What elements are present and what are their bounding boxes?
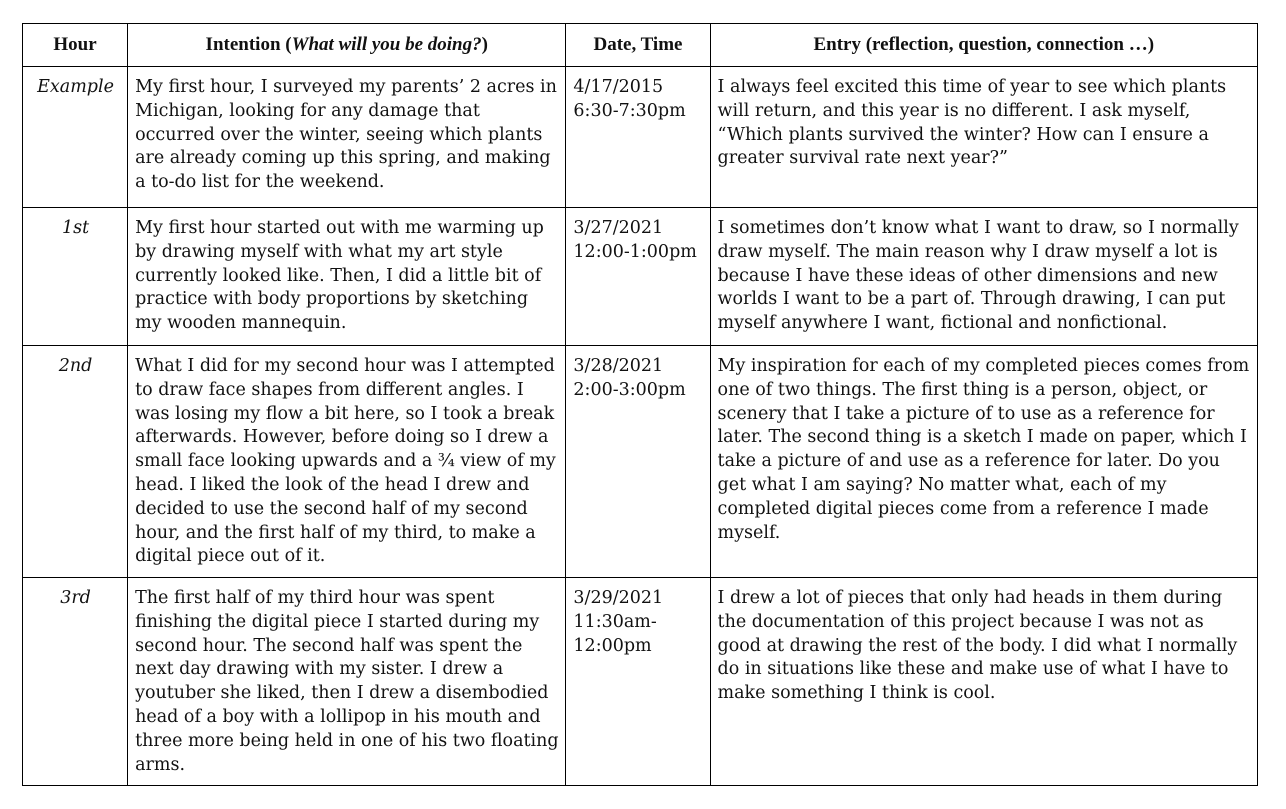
- table-row-example: [23, 67, 1258, 208]
- date-line: 4/17/2015: [573, 77, 664, 97]
- time-line: 6:30-7:30pm: [573, 100, 686, 121]
- header-intention-suffix: ): [481, 34, 488, 56]
- time-line: 2:00-3:00pm: [573, 379, 686, 400]
- date-time-cell: [566, 346, 710, 578]
- date-line: 3/28/2021: [573, 356, 664, 376]
- table-row-1st: [23, 208, 1258, 346]
- header-intention: [128, 24, 566, 67]
- intention-cell: The first half of my third hour was spent finishing the digital piece I started during my second hour. The second half was spent the next day drawing with my sister. I drew a youtuber she liked, then I drew a disembodied head of a boy with a lollipop in his mouth and three more being held in one of his two floating arms.: [128, 578, 566, 786]
- entry-cell: I drew a lot of pieces that only had heads in them during the documentation of this project because I was not as good at drawing the rest of the body. I did what I normally do in situations like these and make use of what I have to make something I think is cool.: [710, 578, 1257, 786]
- header-date-time: Date, Time: [566, 24, 710, 67]
- date-line: 3/27/2021: [573, 218, 664, 238]
- date-time-cell: [566, 67, 710, 208]
- intention-cell: My first hour started out with me warming up by drawing myself with what my art style currently looked like. Then, I did a little bit of practice with body proportions by sketching my wooden mannequin.: [128, 208, 566, 346]
- header-intention-italic: What will you be doing?: [291, 34, 482, 56]
- header-intention-prefix: Intention (: [205, 34, 292, 56]
- header-row: [23, 24, 1258, 67]
- entry-cell: I always feel excited this time of year to see which plants will return, and this year is no different. I ask myself, “Which plants survived the winter? How can I ensure a greater survival rate next year?”: [710, 67, 1257, 208]
- header-entry: Entry (reflection, question, connection …): [710, 24, 1257, 67]
- time-line-start: 11:30am-: [573, 611, 657, 632]
- hour-log-table: [22, 23, 1258, 786]
- hour-cell: 3rd: [23, 578, 128, 786]
- intention-cell: What I did for my second hour was I attempted to draw face shapes from different angles. I was losing my flow a bit here, so I took a break afterwards. However, before doing so I drew a small face looking upwards and a ¾ view of my head. I liked the look of the head I drew and decided to use the second half of my second hour, and the first half of my third, to make a digital piece out of it.: [128, 346, 566, 578]
- header-hour: Hour: [23, 24, 128, 67]
- entry-cell: I sometimes don’t know what I want to draw, so I normally draw myself. The main reason why I draw myself a lot is because I have these ideas of other dimensions and new worlds I want to be a part of. Through drawing, I can put myself anywhere I want, fictional and nonfictional.: [710, 208, 1257, 346]
- hour-cell: Example: [23, 67, 128, 208]
- table-row-3rd: [23, 578, 1258, 786]
- entry-cell: My inspiration for each of my completed pieces comes from one of two things. The first thing is a person, object, or scenery that I take a picture of to use as a reference for later. The second thing is a sketch I made on paper, which I take a picture of and use as a reference for later. Do you get what I am saying? No matter what, each of my completed digital pieces come from a reference I made myself.: [710, 346, 1257, 578]
- time-line: 12:00-1:00pm: [573, 241, 697, 262]
- hour-cell: 2nd: [23, 346, 128, 578]
- table-row-2nd: [23, 346, 1258, 578]
- date-line: 3/29/2021: [573, 588, 664, 608]
- date-time-cell: [566, 578, 710, 786]
- hour-cell: 1st: [23, 208, 128, 346]
- intention-cell: My first hour, I surveyed my parents’ 2 acres in Michigan, looking for any damage that occurred over the winter, seeing which plants are already coming up this spring, and making a to-do list for the weekend.: [128, 67, 566, 208]
- date-time-cell: [566, 208, 710, 346]
- time-line-end: 12:00pm: [573, 635, 652, 656]
